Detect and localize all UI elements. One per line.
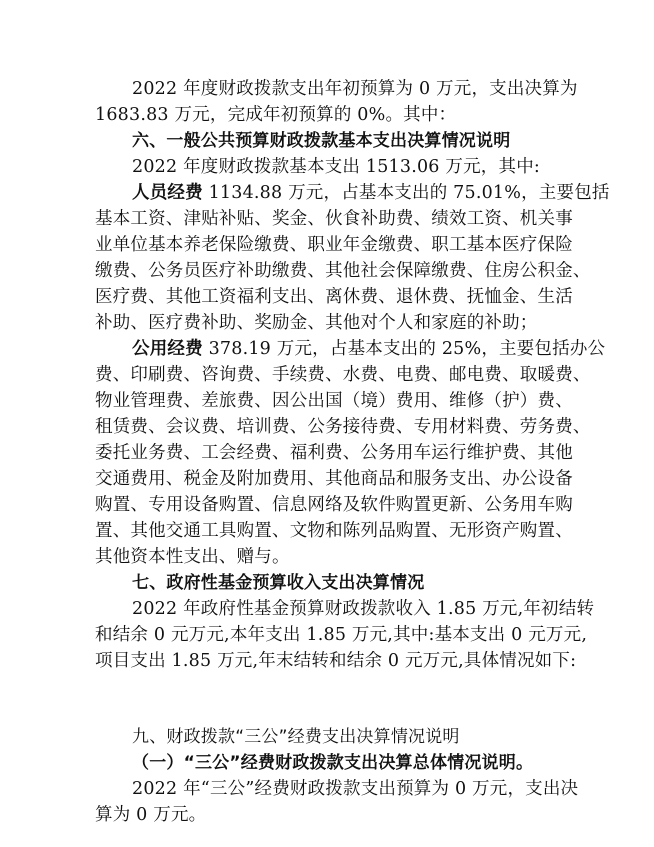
public-expense-line: 租赁费、会议费、培训费、公务接待费、专用材料费、劳务费、 bbox=[95, 417, 591, 437]
public-expense-line: 委托业务费、工会经费、福利费、公务用车运行维护费、其他 bbox=[95, 443, 573, 463]
section-9-line-1: 2022 年“三公”经费财政拨款支出预算为 0 万元，支出决 bbox=[132, 779, 579, 799]
paragraph-budget-line-1: 2022 年度财政拨款支出年初预算为 0 万元，支出决算为 bbox=[132, 79, 578, 99]
section-7-line-1: 2022 年政府性基金预算财政拨款收入 1.85 万元,年初结转 bbox=[132, 599, 595, 619]
personnel-expense-term: 人员经费 bbox=[132, 183, 203, 203]
personnel-expense-line: 业单位基本养老保险缴费、职业年金缴费、职工基本医疗保险 bbox=[95, 235, 573, 255]
section-9-heading: 九、财政拨款“三公”经费支出决算情况说明 bbox=[132, 727, 460, 747]
personnel-expense-line: 基本工资、津贴补贴、奖金、伙食补助费、绩效工资、机关事 bbox=[95, 209, 573, 229]
public-expense-line: 置、其他交通工具购置、文物和陈列品购置、无形资产购置、 bbox=[95, 521, 573, 541]
personnel-expense-line: 医疗费、其他工资福利支出、离休费、退休费、抚恤金、生活 bbox=[95, 287, 573, 307]
public-expense-line: 购置、专用设备购置、信息网络及软件购置更新、公务用车购 bbox=[95, 495, 573, 515]
personnel-expense-line: 缴费、公务员医疗补助缴费、其他社会保障缴费、住房公积金、 bbox=[95, 261, 591, 281]
personnel-expense-line-1 bbox=[132, 180, 610, 206]
section-9-subheading: （一）“三公”经费财政拨款支出决算总体情况说明。 bbox=[132, 753, 534, 773]
paragraph-budget-line-2: 1683.83 万元，完成年初预算的 0%。其中： bbox=[95, 105, 457, 125]
public-expense-term: 公用经费 bbox=[132, 339, 203, 359]
personnel-expense-line: 补助、医疗费补助、奖励金、其他对个人和家庭的补助； bbox=[95, 313, 538, 333]
public-expense-line: 物业管理费、差旅费、因公出国（境）费用、维修（护）费、 bbox=[95, 391, 573, 411]
public-expense-line: 费、印刷费、咨询费、手续费、水费、电费、邮电费、取暖费、 bbox=[95, 365, 591, 385]
section-7-heading: 七、政府性基金预算收入支出决算情况 bbox=[132, 573, 425, 593]
personnel-expense-summary: 1134.88 万元，占基本支出的 75.01%，主要包括 bbox=[202, 183, 610, 203]
section-9-line-2: 算为 0 万元。 bbox=[95, 805, 207, 825]
section-6-heading: 六、一般公共预算财政拨款基本支出决算情况说明 bbox=[132, 131, 511, 151]
public-expense-line-1 bbox=[132, 336, 605, 362]
public-expense-line: 其他资本性支出、赠与。 bbox=[95, 547, 290, 567]
public-expense-summary: 378.19 万元，占基本支出的 25%，主要包括办公 bbox=[202, 339, 606, 359]
public-expense-line: 交通费用、税金及附加费用、其他商品和服务支出、办公设备 bbox=[95, 469, 573, 489]
section-7-line-3: 项目支出 1.85 万元,年末结转和结余 0 元万元,具体情况如下: bbox=[95, 651, 577, 671]
section-7-line-2: 和结余 0 元万元,本年支出 1.85 万元,其中:基本支出 0 元万元, bbox=[95, 625, 588, 645]
section-6-intro: 2022 年度财政拨款基本支出 1513.06 万元，其中: bbox=[132, 157, 540, 177]
